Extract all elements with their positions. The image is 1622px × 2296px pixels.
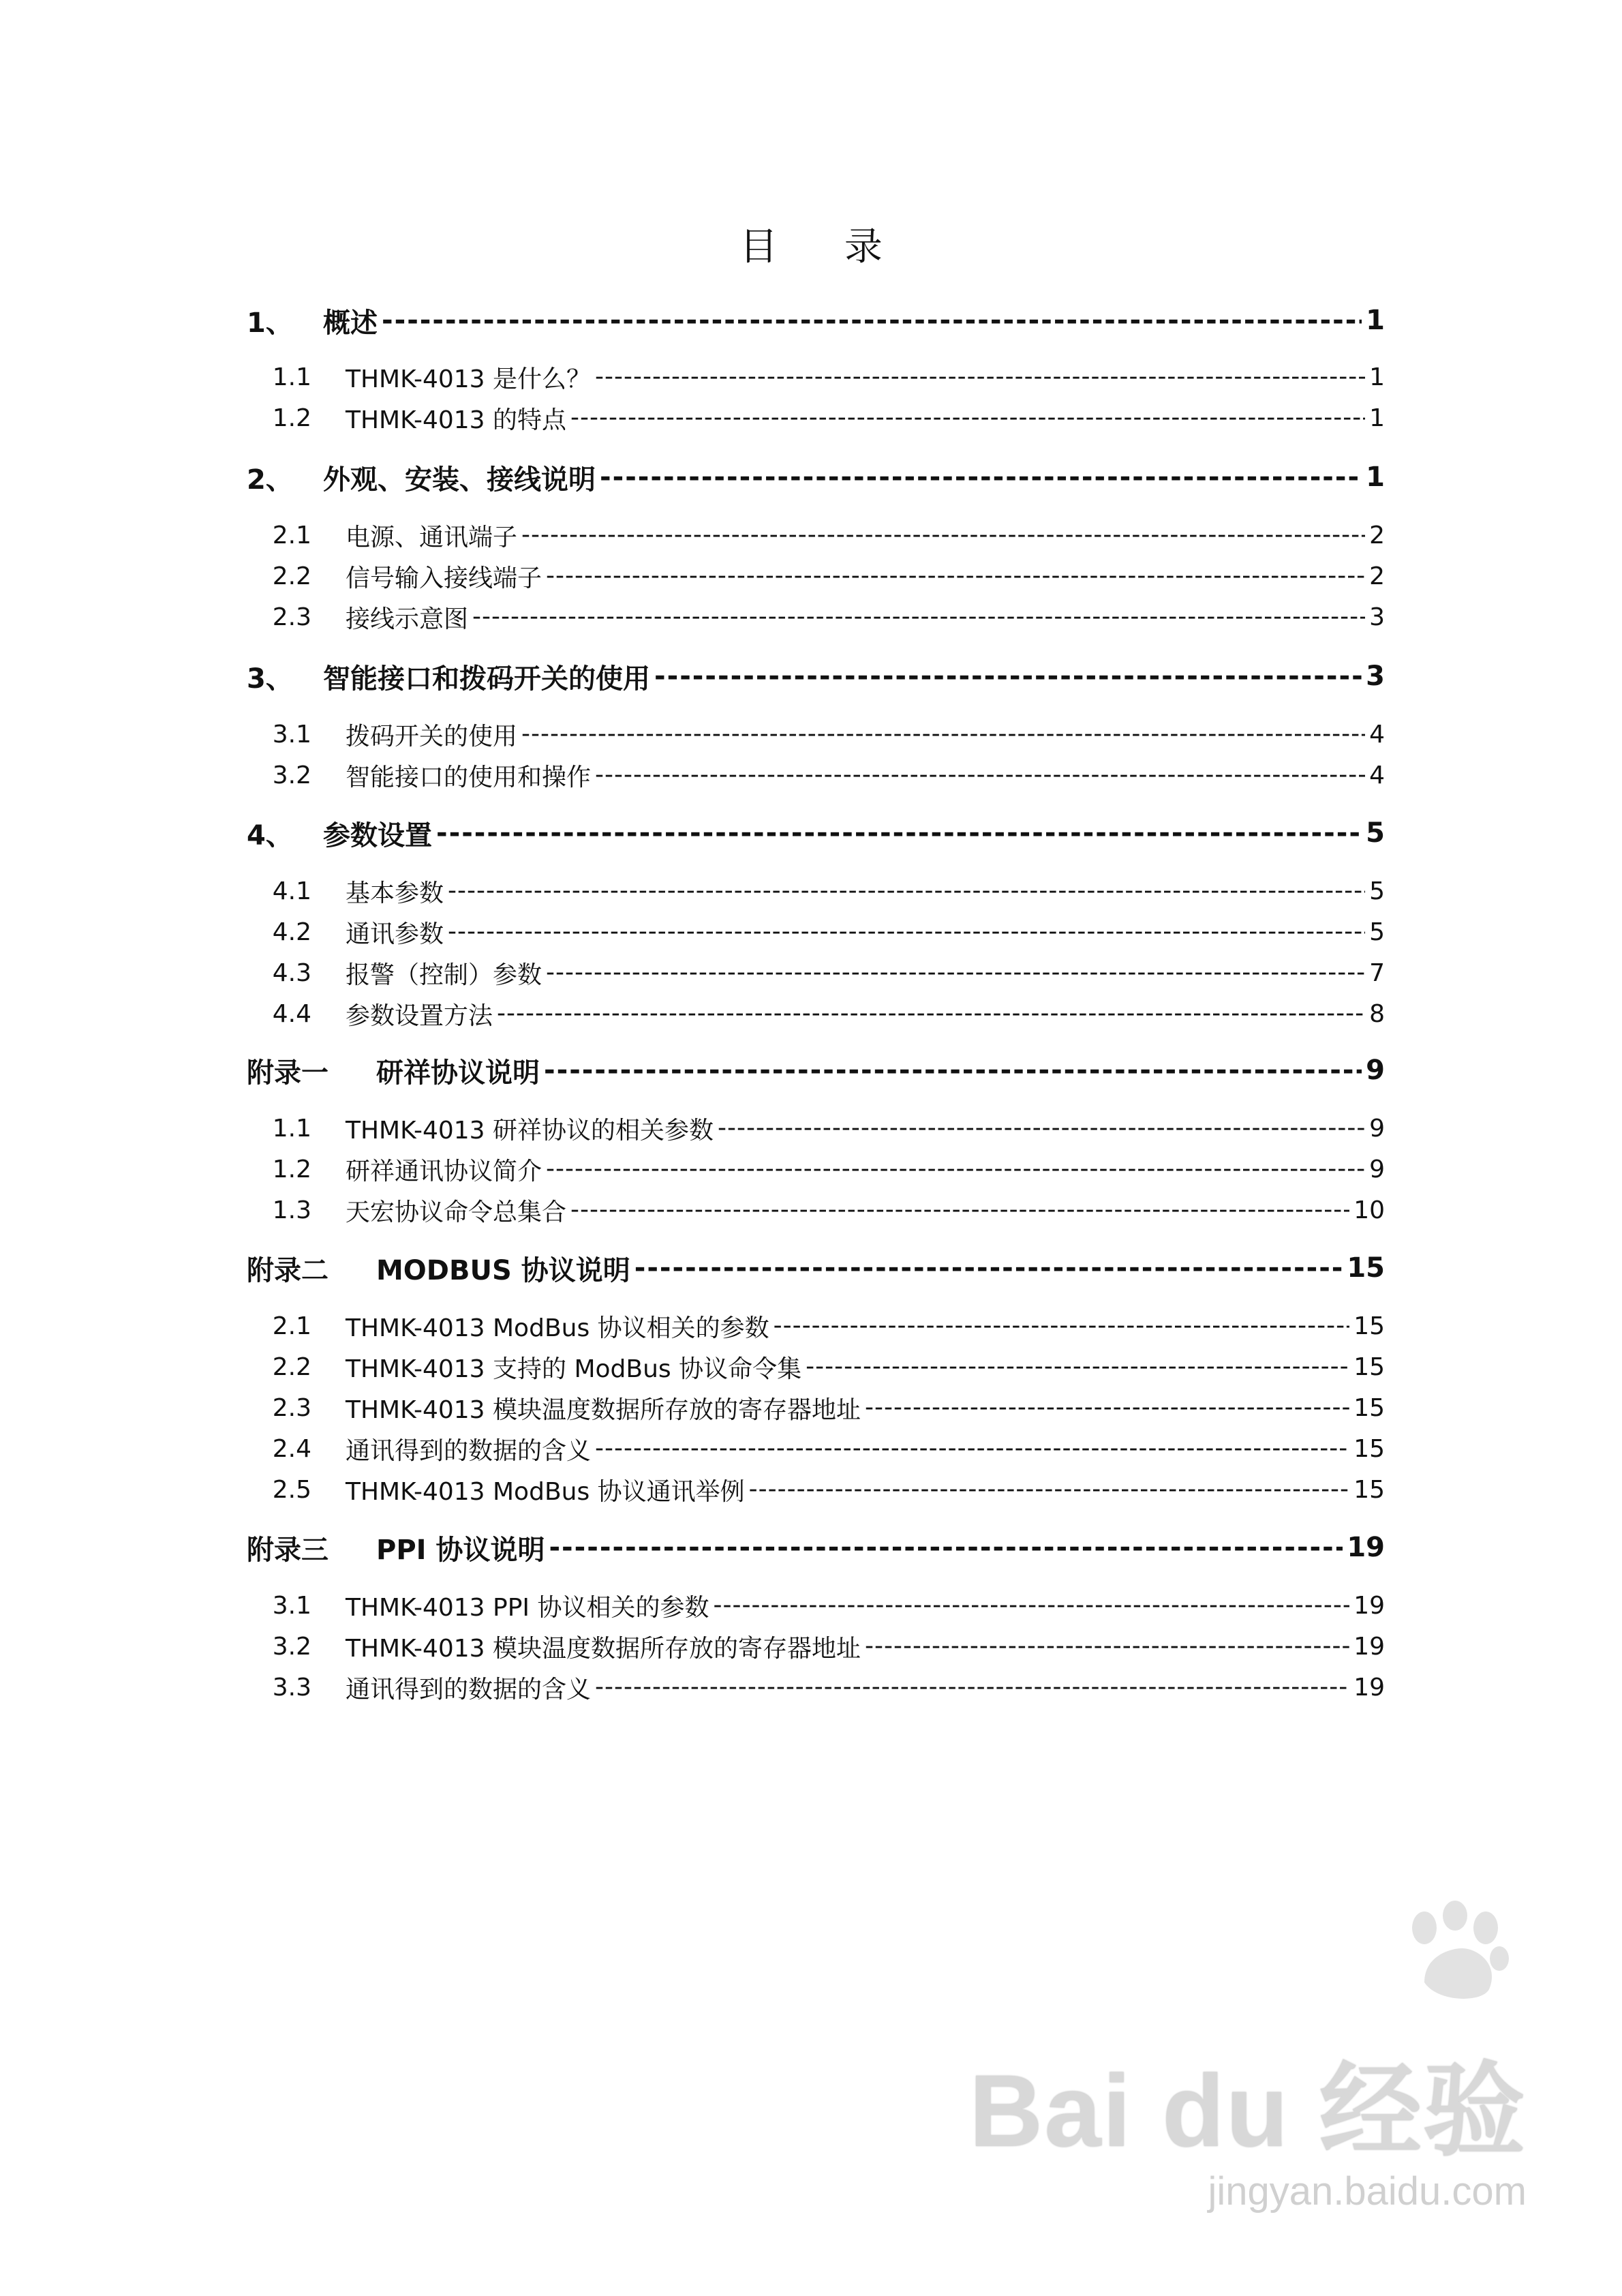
toc-number: 2.2 bbox=[272, 562, 311, 590]
toc-page: 19 bbox=[1353, 1591, 1385, 1620]
toc-entry[interactable] bbox=[247, 517, 1385, 554]
toc-page: 9 bbox=[1366, 1055, 1385, 1086]
toc-entry[interactable] bbox=[247, 1151, 1385, 1188]
toc-number: 4.2 bbox=[272, 918, 311, 946]
toc-leader bbox=[865, 1393, 1349, 1422]
toc-label: 参数设置 bbox=[323, 819, 432, 851]
toc-number: 4.4 bbox=[272, 999, 311, 1028]
toc-number: 4、 bbox=[247, 819, 293, 851]
toc-page: 19 bbox=[1353, 1673, 1385, 1702]
toc-entry[interactable] bbox=[247, 359, 1385, 395]
toc-leader bbox=[436, 817, 1362, 849]
toc-page: 3 bbox=[1369, 603, 1385, 631]
toc-entry[interactable] bbox=[247, 599, 1385, 635]
toc-entry[interactable] bbox=[247, 813, 1385, 854]
toc-number: 2.3 bbox=[272, 603, 311, 631]
toc-number: 4.3 bbox=[272, 958, 311, 987]
toc-page: 1 bbox=[1366, 305, 1385, 336]
toc-label: THMK-4013 模块温度数据所存放的寄存器地址 bbox=[346, 1634, 861, 1663]
toc-leader bbox=[570, 1195, 1349, 1224]
toc-page: 9 bbox=[1369, 1155, 1385, 1183]
toc-number: 2.3 bbox=[272, 1393, 311, 1422]
toc-page: 7 bbox=[1369, 958, 1385, 987]
toc-label: 接线示意图 bbox=[346, 605, 469, 633]
toc-number: 4.1 bbox=[272, 877, 311, 905]
toc-entry[interactable] bbox=[247, 656, 1385, 697]
toc-leader bbox=[718, 1113, 1365, 1143]
toc-label: THMK-4013 是什么？ bbox=[346, 365, 592, 393]
toc-page: 5 bbox=[1366, 817, 1385, 849]
toc-leader bbox=[713, 1590, 1349, 1620]
toc-number: 3、 bbox=[247, 663, 293, 695]
toc-entry[interactable] bbox=[247, 300, 1385, 341]
toc-leader bbox=[497, 999, 1365, 1028]
toc-page: 2 bbox=[1369, 521, 1385, 549]
toc-entry[interactable] bbox=[247, 995, 1385, 1032]
watermark bbox=[969, 2028, 1527, 2214]
toc-number: 2.1 bbox=[272, 521, 311, 549]
toc-leader bbox=[546, 561, 1365, 590]
toc-label: 外观、安装、接线说明 bbox=[323, 464, 596, 496]
toc-label: THMK-4013 PPI 协议相关的参数 bbox=[346, 1593, 709, 1622]
toc-entry[interactable] bbox=[247, 1192, 1385, 1228]
toc-label: 智能接口和拨码开关的使用 bbox=[323, 663, 650, 695]
toc-number: 1.2 bbox=[272, 1155, 311, 1183]
toc-page: 5 bbox=[1369, 918, 1385, 946]
toc-entry[interactable] bbox=[247, 1430, 1385, 1467]
toc-number: 1、 bbox=[247, 307, 293, 339]
toc-label: THMK-4013 ModBus 协议通讯举例 bbox=[346, 1477, 745, 1506]
toc-leader bbox=[595, 760, 1365, 789]
toc-label: THMK-4013 的特点 bbox=[346, 406, 567, 434]
toc-leader bbox=[600, 461, 1362, 494]
toc-leader bbox=[544, 1054, 1362, 1087]
toc-label: 报警（控制）参数 bbox=[346, 961, 542, 989]
toc-entry[interactable] bbox=[247, 399, 1385, 436]
toc-label: THMK-4013 模块温度数据所存放的寄存器地址 bbox=[346, 1395, 861, 1424]
toc-leader bbox=[472, 602, 1365, 631]
toc-leader bbox=[749, 1475, 1350, 1504]
toc-leader bbox=[595, 1672, 1349, 1702]
toc-number: 1.1 bbox=[272, 363, 311, 391]
toc-number: 1.3 bbox=[272, 1196, 311, 1224]
toc-leader bbox=[570, 403, 1365, 432]
toc-entry[interactable] bbox=[247, 954, 1385, 991]
toc-page: 15 bbox=[1353, 1393, 1385, 1422]
toc-entry[interactable] bbox=[247, 1348, 1385, 1385]
toc-number: 3.1 bbox=[272, 720, 311, 749]
toc-label: MODBUS 协议说明 bbox=[376, 1254, 630, 1286]
toc-page: 5 bbox=[1369, 877, 1385, 905]
toc-label: 通讯得到的数据的含义 bbox=[346, 1436, 592, 1465]
toc-label: 智能接口的使用和操作 bbox=[346, 763, 592, 791]
toc-number: 附录二 bbox=[247, 1254, 328, 1286]
toc-label: THMK-4013 支持的 ModBus 协议命令集 bbox=[346, 1355, 802, 1383]
toc-label: 拨码开关的使用 bbox=[346, 722, 518, 751]
toc-leader bbox=[448, 876, 1365, 905]
toc-page: 1 bbox=[1366, 462, 1385, 493]
toc-entry[interactable] bbox=[247, 1471, 1385, 1508]
toc-page: 4 bbox=[1369, 720, 1385, 749]
toc-entry[interactable] bbox=[247, 1669, 1385, 1706]
toc-number: 2、 bbox=[247, 464, 293, 496]
toc-entry[interactable] bbox=[247, 1628, 1385, 1665]
toc-number: 附录三 bbox=[247, 1534, 328, 1566]
toc-label: 参数设置方法 bbox=[346, 1001, 493, 1030]
toc-label: THMK-4013 研祥协议的相关参数 bbox=[346, 1116, 714, 1145]
toc-number: 3.2 bbox=[272, 761, 311, 789]
toc-entry[interactable] bbox=[247, 1050, 1385, 1091]
toc-page: 4 bbox=[1369, 761, 1385, 789]
toc-page: 19 bbox=[1353, 1632, 1385, 1661]
toc-number: 3.1 bbox=[272, 1591, 311, 1620]
toc-leader bbox=[654, 660, 1362, 693]
toc-leader bbox=[806, 1352, 1349, 1381]
toc-page: 15 bbox=[1353, 1475, 1385, 1504]
toc-label: 基本参数 bbox=[346, 879, 444, 907]
toc-page: 15 bbox=[1347, 1252, 1385, 1284]
toc-page: 10 bbox=[1353, 1196, 1385, 1224]
toc-leader bbox=[549, 1531, 1343, 1564]
toc-entry[interactable] bbox=[247, 1527, 1385, 1568]
toc-label: 天宏协议命令总集合 bbox=[346, 1198, 567, 1226]
toc-leader bbox=[382, 304, 1362, 337]
toc-page: 9 bbox=[1369, 1114, 1385, 1143]
toc-label: 研祥协议说明 bbox=[376, 1057, 540, 1089]
toc-page: 2 bbox=[1369, 562, 1385, 590]
toc-entry[interactable] bbox=[247, 757, 1385, 794]
toc-leader bbox=[634, 1252, 1343, 1284]
toc-number: 2.5 bbox=[272, 1475, 311, 1504]
toc-label: 通讯得到的数据的含义 bbox=[346, 1675, 592, 1704]
toc-leader bbox=[546, 958, 1365, 987]
toc-number: 2.4 bbox=[272, 1434, 311, 1463]
toc-number: 3.2 bbox=[272, 1632, 311, 1661]
toc-entry[interactable] bbox=[247, 716, 1385, 753]
toc-label: 通讯参数 bbox=[346, 920, 444, 948]
watermark-logo: Bai du 经验 bbox=[968, 2053, 1527, 2168]
toc-leader bbox=[448, 917, 1365, 946]
toc-page: 15 bbox=[1353, 1312, 1385, 1340]
toc-page: 3 bbox=[1366, 661, 1385, 692]
toc-number: 1.2 bbox=[272, 404, 311, 432]
toc-leader bbox=[595, 1434, 1349, 1463]
toc-number: 3.3 bbox=[272, 1673, 311, 1702]
toc-leader bbox=[546, 1154, 1365, 1183]
toc-label: 研祥通讯协议简介 bbox=[346, 1157, 542, 1185]
toc-leader bbox=[774, 1311, 1350, 1340]
toc-number: 2.2 bbox=[272, 1353, 311, 1381]
toc-label: 概述 bbox=[323, 307, 378, 339]
toc-number: 1.1 bbox=[272, 1114, 311, 1143]
toc-leader bbox=[521, 719, 1365, 749]
page-title: 目 录 bbox=[739, 225, 910, 269]
watermark-url: jingyan.baidu.com bbox=[1208, 2169, 1527, 2214]
paw-logo-icon bbox=[1397, 1901, 1520, 2003]
toc-entry[interactable] bbox=[247, 1110, 1385, 1147]
toc-leader bbox=[865, 1631, 1349, 1661]
toc-leader bbox=[521, 520, 1365, 549]
toc-entry[interactable] bbox=[247, 913, 1385, 950]
toc-label: PPI 协议说明 bbox=[376, 1534, 545, 1566]
toc-page: 15 bbox=[1353, 1434, 1385, 1463]
toc-label: 电源、通讯端子 bbox=[346, 523, 518, 552]
toc-label: 信号输入接线端子 bbox=[346, 564, 542, 592]
toc-page: 1 bbox=[1369, 404, 1385, 432]
toc-leader bbox=[595, 362, 1365, 391]
toc-number: 2.1 bbox=[272, 1312, 311, 1340]
toc-entry[interactable] bbox=[247, 873, 1385, 909]
toc-entry[interactable] bbox=[247, 558, 1385, 594]
toc-page: 15 bbox=[1353, 1353, 1385, 1381]
toc-entry[interactable] bbox=[247, 1587, 1385, 1624]
toc-number: 附录一 bbox=[247, 1057, 328, 1089]
toc-page: 1 bbox=[1369, 363, 1385, 391]
toc-page: 19 bbox=[1347, 1532, 1385, 1563]
toc-entry[interactable] bbox=[247, 1248, 1385, 1288]
toc-entry[interactable] bbox=[247, 1308, 1385, 1344]
toc-page: 8 bbox=[1369, 999, 1385, 1028]
toc-label: THMK-4013 ModBus 协议相关的参数 bbox=[346, 1314, 769, 1342]
toc-entry[interactable] bbox=[247, 457, 1385, 498]
toc-entry[interactable] bbox=[247, 1389, 1385, 1426]
